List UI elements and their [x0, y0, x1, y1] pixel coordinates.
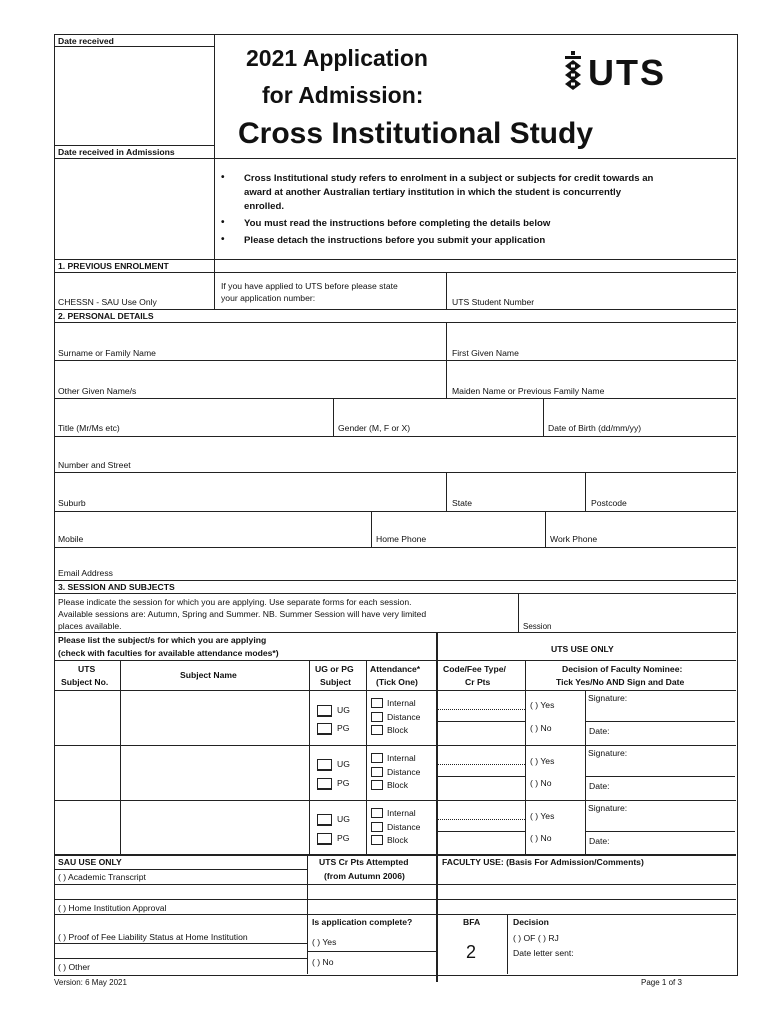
- admin-line: [507, 914, 508, 974]
- intro-text: Please detach the instructions before you submit your application: [244, 235, 546, 246]
- dob-field[interactable]: [544, 399, 735, 421]
- block-label: Block: [387, 835, 409, 845]
- section-line: [214, 259, 215, 309]
- date-label: Date:: [589, 781, 610, 791]
- date-box-line: [54, 145, 214, 146]
- form-title-line2: for Admission:: [262, 82, 424, 108]
- code-line: [437, 721, 525, 722]
- home-phone-field[interactable]: [372, 512, 544, 533]
- state-label: State: [452, 498, 473, 508]
- ug-checkbox[interactable]: [317, 814, 332, 826]
- subject-no-field[interactable]: [55, 746, 119, 799]
- bullet-icon: •: [221, 234, 225, 245]
- col-header-code: Code/Fee Type/: [443, 664, 506, 674]
- version-label: Version: 6 May 2021: [54, 978, 127, 987]
- page-number: Page 1 of 3: [641, 978, 682, 987]
- app-complete-label: Is application complete?: [312, 917, 413, 927]
- session-instructions: Available sessions are: Autumn, Spring and Summer. NB. Summer Session will have very limited: [58, 609, 427, 619]
- intro-text: You must read the instructions before completing the details below: [244, 218, 551, 229]
- ug-checkbox[interactable]: [317, 759, 332, 771]
- session-field[interactable]: [519, 594, 735, 621]
- yes-option[interactable]: ( ) Yes: [530, 811, 555, 821]
- home-approval-option[interactable]: ( ) Home Institution Approval: [58, 903, 167, 913]
- mobile-label: Mobile: [58, 534, 84, 544]
- section-line: [54, 660, 736, 661]
- cr-pts-label: UTS Cr Pts Attempted: [319, 857, 409, 867]
- block-label: Block: [387, 725, 409, 735]
- block-checkbox[interactable]: [371, 780, 383, 790]
- section-line: [54, 632, 736, 633]
- distance-checkbox[interactable]: [371, 822, 383, 832]
- work-phone-field[interactable]: [546, 512, 735, 533]
- table-line: [54, 854, 736, 856]
- col-header-ugpg: UG or PG: [315, 664, 354, 674]
- ug-label: UG: [337, 814, 350, 824]
- col-header-decision: Decision of Faculty Nominee:: [562, 664, 683, 674]
- internal-label: Internal: [387, 698, 416, 708]
- date-letter-sent-label: Date letter sent:: [513, 948, 574, 958]
- street-field[interactable]: [55, 437, 735, 459]
- date-label: Date:: [589, 726, 610, 736]
- suburb-label: Suburb: [58, 498, 86, 508]
- internal-checkbox[interactable]: [371, 698, 383, 708]
- first-name-label: First Given Name: [452, 348, 519, 358]
- internal-label: Internal: [387, 808, 416, 818]
- surname-label: Surname or Family Name: [58, 348, 156, 358]
- code-line: [437, 709, 525, 710]
- student-number-label: UTS Student Number: [452, 297, 535, 307]
- subject-name-field[interactable]: [121, 746, 308, 799]
- header-bottom-line: [54, 158, 736, 159]
- section-line: [54, 309, 736, 310]
- header-divider: [214, 34, 215, 259]
- pg-label: PG: [337, 833, 350, 843]
- session-label: Session: [523, 622, 552, 631]
- admin-line: [307, 951, 436, 952]
- other-option[interactable]: ( ) Other: [58, 962, 90, 972]
- app-complete-yes[interactable]: ( ) Yes: [312, 937, 337, 947]
- yes-option[interactable]: ( ) Yes: [530, 700, 555, 710]
- col-header-code: Cr Pts: [465, 677, 491, 687]
- distance-label: Distance: [387, 822, 421, 832]
- application-number-field[interactable]: [340, 290, 445, 308]
- pg-label: PG: [337, 723, 350, 733]
- uts-use-divider: [436, 632, 438, 982]
- faculty-comments-field[interactable]: [438, 870, 735, 913]
- subjects-instructions: (check with faculties for available attendance modes*): [58, 648, 279, 658]
- bullet-icon: •: [221, 217, 225, 228]
- section2-heading: 2. PERSONAL DETAILS: [58, 311, 154, 321]
- subject-no-field[interactable]: [55, 801, 119, 853]
- date-received-admissions-label: Date received in Admissions: [58, 147, 175, 157]
- postcode-field[interactable]: [586, 473, 735, 497]
- first-name-field[interactable]: [447, 323, 735, 347]
- dob-label: Date of Birth (dd/mm/yy): [548, 423, 642, 433]
- faculty-use-label: FACULTY USE: (Basis For Admission/Comments): [442, 857, 644, 867]
- yes-option[interactable]: ( ) Yes: [530, 756, 555, 766]
- signature-label: Signature:: [588, 803, 628, 813]
- email-label: Email Address: [58, 568, 113, 578]
- other-names-label: Other Given Name/s: [58, 386, 137, 396]
- section-line: [54, 259, 736, 260]
- distance-label: Distance: [387, 712, 421, 722]
- intro-text: award at another Australian tertiary institution in which the student is concurrently: [244, 187, 622, 198]
- intro-text: Cross Institutional study refers to enrolment in a subject or subjects for credit towards an: [244, 173, 654, 184]
- chessn-field[interactable]: [55, 273, 213, 308]
- app-complete-no[interactable]: ( ) No: [312, 957, 334, 967]
- no-option[interactable]: ( ) No: [530, 833, 552, 843]
- cr-pts-label: (from Autumn 2006): [324, 871, 405, 881]
- no-option[interactable]: ( ) No: [530, 723, 552, 733]
- academic-transcript-option[interactable]: ( ) Academic Transcript: [58, 872, 146, 882]
- no-option[interactable]: ( ) No: [530, 778, 552, 788]
- bullet-icon: •: [221, 172, 225, 183]
- pg-checkbox[interactable]: [317, 723, 332, 735]
- pg-checkbox[interactable]: [317, 833, 332, 845]
- uts-use-only-label: UTS USE ONLY: [551, 644, 614, 654]
- session-instructions: Please indicate the session for which you are applying. Use separate forms for each session.: [58, 597, 412, 607]
- block-label: Block: [387, 780, 409, 790]
- ug-label: UG: [337, 759, 350, 769]
- code-line: [437, 764, 525, 765]
- fee-liability-option[interactable]: ( ) Proof of Fee Liability Status at Home Institution: [58, 932, 248, 942]
- decision-options[interactable]: ( ) OF ( ) RJ: [513, 933, 559, 943]
- signature-label: Signature:: [588, 748, 628, 758]
- code-line: [437, 776, 525, 777]
- code-line: [437, 831, 525, 832]
- title-field[interactable]: [55, 399, 332, 421]
- ug-label: UG: [337, 705, 350, 715]
- signature-line: [585, 831, 735, 832]
- date-received-field[interactable]: [55, 47, 213, 144]
- table-line: [585, 690, 586, 854]
- subject-name-field[interactable]: [121, 801, 308, 853]
- subject-name-field[interactable]: [121, 691, 308, 744]
- other-names-field[interactable]: [55, 361, 445, 385]
- postcode-label: Postcode: [591, 498, 627, 508]
- pg-label: PG: [337, 778, 350, 788]
- mobile-field[interactable]: [55, 512, 370, 533]
- col-header-attendance: Attendance*: [370, 664, 421, 674]
- state-field[interactable]: [447, 473, 584, 497]
- maiden-name-field[interactable]: [447, 361, 735, 385]
- date-label: Date:: [589, 836, 610, 846]
- signature-label: Signature:: [588, 693, 628, 703]
- admin-line: [54, 869, 307, 870]
- subject-no-field[interactable]: [55, 691, 119, 744]
- decision-label: Decision: [513, 917, 549, 927]
- applied-before-label: If you have applied to UTS before please state: [221, 281, 398, 291]
- internal-label: Internal: [387, 753, 416, 763]
- col-header-subject-no: UTS: [78, 664, 96, 674]
- intro-text: enrolled.: [244, 201, 284, 212]
- bfa-label: BFA: [463, 917, 481, 927]
- surname-field[interactable]: [55, 323, 445, 347]
- signature-line: [585, 721, 735, 722]
- chessn-label: CHESSN - SAU Use Only: [58, 297, 157, 307]
- distance-checkbox[interactable]: [371, 712, 383, 722]
- suburb-field[interactable]: [55, 473, 445, 497]
- maiden-name-label: Maiden Name or Previous Family Name: [452, 386, 605, 396]
- admin-line: [54, 914, 736, 915]
- col-header-ugpg: Subject: [320, 677, 352, 687]
- code-line: [437, 819, 525, 820]
- subjects-instructions: Please list the subject/s for which you are applying: [58, 635, 267, 645]
- signature-line: [585, 776, 735, 777]
- sau-use-only-label: SAU USE ONLY: [58, 857, 122, 867]
- date-received-label: Date received: [58, 36, 114, 46]
- distance-checkbox[interactable]: [371, 767, 383, 777]
- email-field[interactable]: [55, 548, 735, 567]
- internal-checkbox[interactable]: [371, 753, 383, 763]
- section3-heading: 3. SESSION AND SUBJECTS: [58, 582, 175, 592]
- col-header-subject-name: Subject Name: [180, 670, 237, 680]
- block-checkbox[interactable]: [371, 725, 383, 735]
- admin-line: [54, 943, 307, 944]
- pg-checkbox[interactable]: [317, 778, 332, 790]
- home-phone-label: Home Phone: [376, 534, 427, 544]
- student-number-field[interactable]: [447, 273, 735, 295]
- form-title-line1: 2021 Application: [246, 45, 428, 71]
- ug-checkbox[interactable]: [317, 705, 332, 717]
- street-label: Number and Street: [58, 460, 131, 470]
- applied-before-label: your application number:: [221, 293, 316, 303]
- distance-label: Distance: [387, 767, 421, 777]
- session-instructions: places available.: [58, 621, 122, 631]
- title-label: Title (Mr/Ms etc): [58, 423, 120, 433]
- admin-line: [54, 958, 307, 959]
- col-header-attendance: (Tick One): [376, 677, 418, 687]
- uts-logo-text: UTS: [588, 52, 666, 93]
- work-phone-label: Work Phone: [550, 534, 598, 544]
- block-checkbox[interactable]: [371, 835, 383, 845]
- internal-checkbox[interactable]: [371, 808, 383, 818]
- section1-heading: 1. PREVIOUS ENROLMENT: [58, 261, 169, 271]
- uts-crest-icon: [562, 50, 584, 94]
- bfa-value: 2: [466, 942, 477, 962]
- gender-label: Gender (M, F or X): [338, 423, 411, 433]
- gender-field[interactable]: [334, 399, 542, 421]
- col-header-decision: Tick Yes/No AND Sign and Date: [556, 677, 685, 687]
- col-header-subject-no: Subject No.: [61, 677, 109, 687]
- section-line: [54, 580, 736, 581]
- form-subtitle: Cross Institutional Study: [238, 117, 594, 150]
